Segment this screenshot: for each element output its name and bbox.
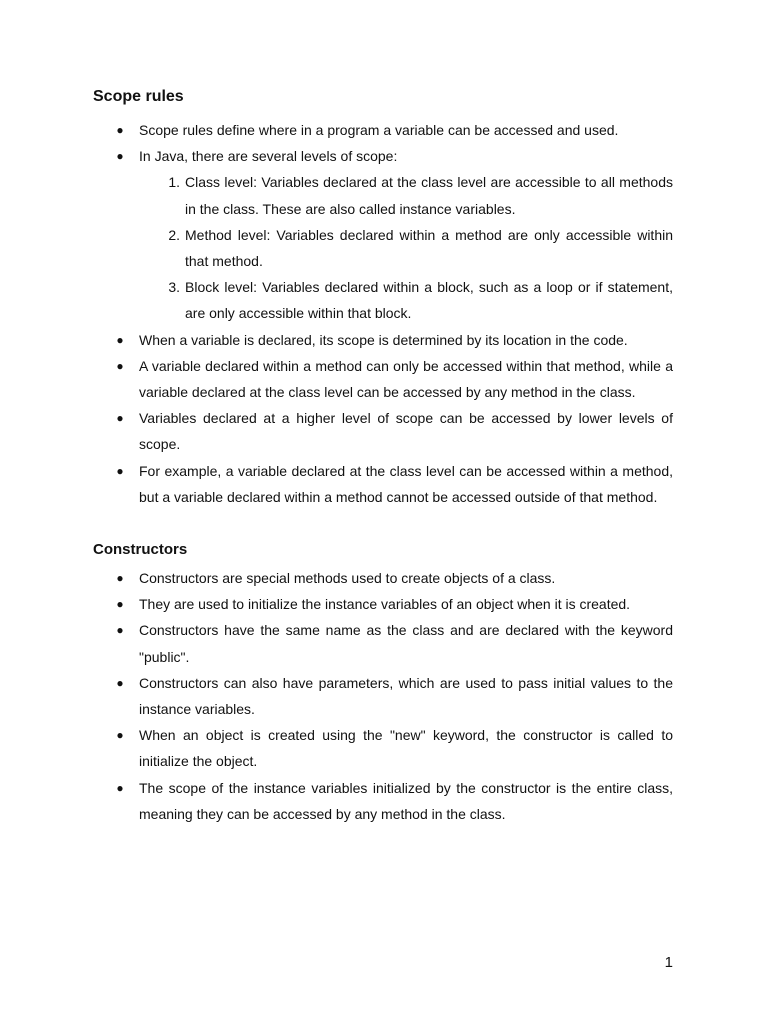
- scope-rules-bullet-list-continued: [93, 327, 673, 510]
- list-item-text: For example, a variable declared at the class level can be accessed within a method, but a variable declared within a method cannot be accessed outside of that method.: [139, 462, 673, 505]
- list-item-text: Constructors are special methods used to create objects of a class.: [139, 570, 556, 587]
- list-item: [93, 617, 673, 669]
- list-item-text: Scope rules define where in a program a variable can be accessed and used.: [139, 122, 619, 138]
- list-item: [93, 591, 673, 617]
- list-item-text: Constructors have the same name as the class and are declared with the keyword "public".: [139, 622, 673, 665]
- list-item: [93, 143, 673, 169]
- bullet-icon: ●: [116, 675, 124, 690]
- list-item-text: The scope of the instance variables initialized by the constructor is the entire class, meaning they can be accessed by any method in the class.: [139, 779, 673, 822]
- constructors-bullet-list: [93, 565, 673, 827]
- numbered-item-text: Block level: Variables declared within a block, such as a loop or if statement, are only accessible within that block.: [185, 279, 673, 322]
- bullet-icon: ●: [116, 358, 124, 373]
- list-item: [93, 327, 673, 353]
- bullet-icon: ●: [116, 571, 124, 586]
- numbered-item-text: Class level: Variables declared at the class level are accessible to all methods in the class. These are also called instance variables.: [185, 174, 673, 217]
- document-page: [93, 86, 673, 827]
- item-number: 1.: [168, 174, 180, 191]
- list-item: [93, 670, 673, 722]
- bullet-icon: ●: [116, 780, 124, 795]
- section-title-constructors: Constructors: [93, 541, 188, 559]
- list-item-text: When a variable is declared, its scope is determined by its location in the code.: [139, 331, 628, 348]
- bullet-icon: ●: [116, 123, 124, 137]
- list-item: [93, 458, 673, 510]
- numbered-item: [93, 169, 673, 221]
- item-number: 3.: [168, 279, 180, 296]
- bullet-icon: ●: [116, 463, 124, 478]
- bullet-icon: ●: [116, 411, 124, 426]
- bullet-icon: ●: [116, 149, 124, 164]
- list-item: [93, 722, 673, 774]
- numbered-item: [93, 222, 673, 274]
- list-item-text: A variable declared within a method can only be accessed within that method, while a variable declared at the class level can be accessed by any method in the class.: [139, 357, 673, 401]
- bullet-icon: ●: [116, 597, 124, 612]
- page-number: 1: [664, 954, 673, 971]
- scope-levels-numbered-list: [93, 169, 673, 326]
- list-item: [93, 775, 673, 827]
- bullet-icon: ●: [116, 623, 124, 638]
- list-item: [93, 405, 673, 457]
- numbered-item: [93, 274, 673, 326]
- list-item: [93, 353, 673, 405]
- list-item-text: They are used to initialize the instance variables of an object when it is created.: [139, 596, 631, 613]
- numbered-item-text: Method level: Variables declared within a method are only accessible within that method.: [185, 226, 673, 270]
- list-item-text: Constructors can also have parameters, which are used to pass initial values to the instance variables.: [139, 674, 673, 718]
- list-item-text: In Java, there are several levels of scope:: [139, 148, 398, 165]
- list-item-text: Variables declared at a higher level of scope can be accessed by lower levels of scope.: [139, 410, 673, 453]
- item-number: 2.: [168, 226, 180, 243]
- list-item-text: When an object is created using the "new" keyword, the constructor is called to initialize the object.: [139, 727, 673, 770]
- bullet-icon: ●: [116, 332, 124, 347]
- list-item: [93, 117, 673, 143]
- bullet-icon: ●: [116, 728, 124, 743]
- scope-rules-bullet-list: [93, 117, 673, 169]
- section-title-scope-rules: Scope rules: [93, 88, 184, 105]
- list-item: [93, 565, 673, 591]
